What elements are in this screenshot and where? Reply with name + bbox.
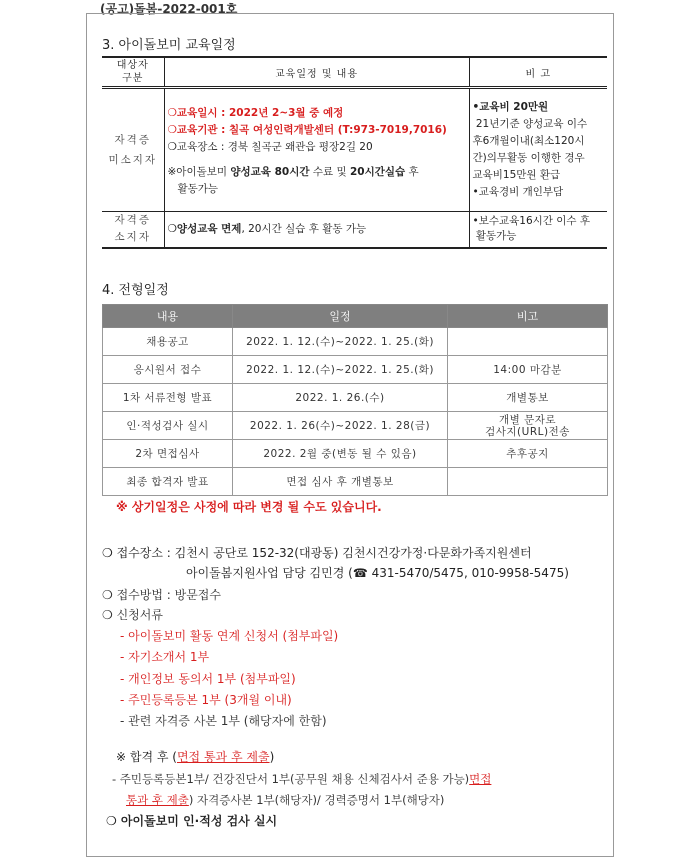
group-cell: 자격증 미소지자 <box>102 88 164 212</box>
after-pass-line1: - 주민등록등본1부/ 건강진단서 1부(공무원 채용 신체검사서 준용 가능)면접 <box>112 772 492 786</box>
note-line: 간)의무활동 이행한 경우 <box>472 152 585 164</box>
list-item: ❍교육기관 : 칠곡 여성인력개발센터 (T:973-7019,7016) <box>167 123 447 136</box>
education-schedule-table <box>102 56 607 249</box>
cell-remark: 개별통보 <box>448 384 608 412</box>
content-cell: ❍양성교육 면제, 20시간 실습 후 활동 가능 <box>164 212 469 248</box>
table-row <box>103 412 608 440</box>
note-line: •보수교육16시간 이수 후 <box>472 215 591 228</box>
header-content: 내용 <box>103 305 233 328</box>
table-row <box>103 356 608 384</box>
cell-remark: 14:00 마감분 <box>448 356 608 384</box>
remark-line: 활동가능 <box>177 182 219 195</box>
group-cell: 자격증 소지자 <box>102 212 164 248</box>
reception-method: ❍ 접수방법 : 방문접수 <box>102 588 221 602</box>
screening-schedule-table <box>102 304 608 496</box>
table-row <box>102 88 607 212</box>
cell-item: 채용공고 <box>103 328 233 356</box>
section4-title: 4. 전형일정 <box>102 283 169 298</box>
list-item: ❍교육장소 : 경북 칠곡군 왜관읍 평장2길 20 <box>167 140 373 153</box>
header-remark: 비고 <box>448 305 608 328</box>
header-remark: 비 고 <box>469 57 607 88</box>
table-row <box>103 384 608 412</box>
note-line: 21년기준 양성교육 이수 <box>472 118 588 130</box>
table-row <box>103 468 608 496</box>
list-item: ❍교육일시 : 2022년 2~3월 중 예정 <box>167 106 344 119</box>
final-step: ❍ 아이돌보미 인·적성 검사 실시 <box>106 814 278 828</box>
table-row <box>102 212 607 248</box>
document-item: - 개인정보 동의서 1부 (첨부파일) <box>120 672 296 686</box>
cell-item: 1차 서류전형 발표 <box>103 384 233 412</box>
document-item: - 아이돌보미 활동 연계 신청서 (첨부파일) <box>120 629 339 643</box>
cell-remark: 개별 문자로 검사지(URL)전송 <box>448 412 608 440</box>
document-item: - 주민등록등본 1부 (3개월 이내) <box>120 693 292 707</box>
document-item: - 관련 자격증 사본 1부 (해당자에 한함) <box>120 714 327 728</box>
schedule-change-notice: ※ 상기일정은 사정에 따라 변경 될 수도 있습니다. <box>116 500 382 514</box>
header-schedule: 일정 <box>233 305 448 328</box>
note-line: 후6개월이내(최소120시 <box>472 135 585 147</box>
cell-schedule: 2022. 1. 26.(수) <box>233 384 448 412</box>
cell-item: 최종 합격자 발표 <box>103 468 233 496</box>
after-pass-line2: 통과 후 제출) 자격증사본 1부(해당자)/ 경력증명서 1부(해당자) <box>126 793 445 807</box>
cell-schedule: 2022. 1. 12.(수)~2022. 1. 25.(화) <box>233 328 448 356</box>
reception-place: ❍ 접수장소 : 김천시 공단로 152-32(대광동) 김천시건강가정·다문화가족지원센터 <box>102 546 532 560</box>
cell-schedule: 2022. 1. 12.(수)~2022. 1. 25.(화) <box>233 356 448 384</box>
table-header-row <box>103 305 608 328</box>
cell-item: 응시원서 접수 <box>103 356 233 384</box>
header-content: 교육일정 및 내용 <box>164 57 469 88</box>
cell-remark <box>448 328 608 356</box>
documents-title: ❍ 신청서류 <box>102 608 163 622</box>
cell-schedule: 2022. 2월 중(변동 될 수 있음) <box>233 440 448 468</box>
cell-remark <box>448 468 608 496</box>
note-line: •교육비 20만원 <box>472 101 549 113</box>
remark-line: ※아이돌보미 양성교육 80시간 수료 및 20시간실습 후 <box>167 165 419 178</box>
frame-bottom-border <box>86 856 614 857</box>
table-row <box>103 440 608 468</box>
header-target: 대상자 구분 <box>102 57 164 88</box>
content-cell <box>164 88 469 212</box>
document-item: - 자기소개서 1부 <box>120 650 210 664</box>
reception-contact: 아이돌봄지원사업 담당 김민경 (☎ 431-5470/5475, 010-9958-5475) <box>186 566 569 580</box>
cell-remark: 추후공지 <box>448 440 608 468</box>
remark-cell <box>469 212 607 248</box>
note-line: •교육경비 개인부담 <box>472 186 564 198</box>
table-header-row <box>102 57 607 88</box>
remark-cell <box>469 88 607 212</box>
section3-title: 3. 아이돌보미 교육일정 <box>102 38 236 53</box>
cell-schedule: 면접 심사 후 개별통보 <box>233 468 448 496</box>
document-id: (공고)돌봄-2022-001호 <box>100 2 238 16</box>
after-pass-title: ※ 합격 후 (면접 통과 후 제출) <box>116 750 275 764</box>
cell-schedule: 2022. 1. 26(수)~2022. 1. 28(금) <box>233 412 448 440</box>
cell-item: 인·적성검사 실시 <box>103 412 233 440</box>
cell-item: 2차 면접심사 <box>103 440 233 468</box>
note-line: 교육비15만원 환급 <box>472 169 561 181</box>
table-row <box>103 328 608 356</box>
note-line: 활동가능 <box>472 230 517 243</box>
